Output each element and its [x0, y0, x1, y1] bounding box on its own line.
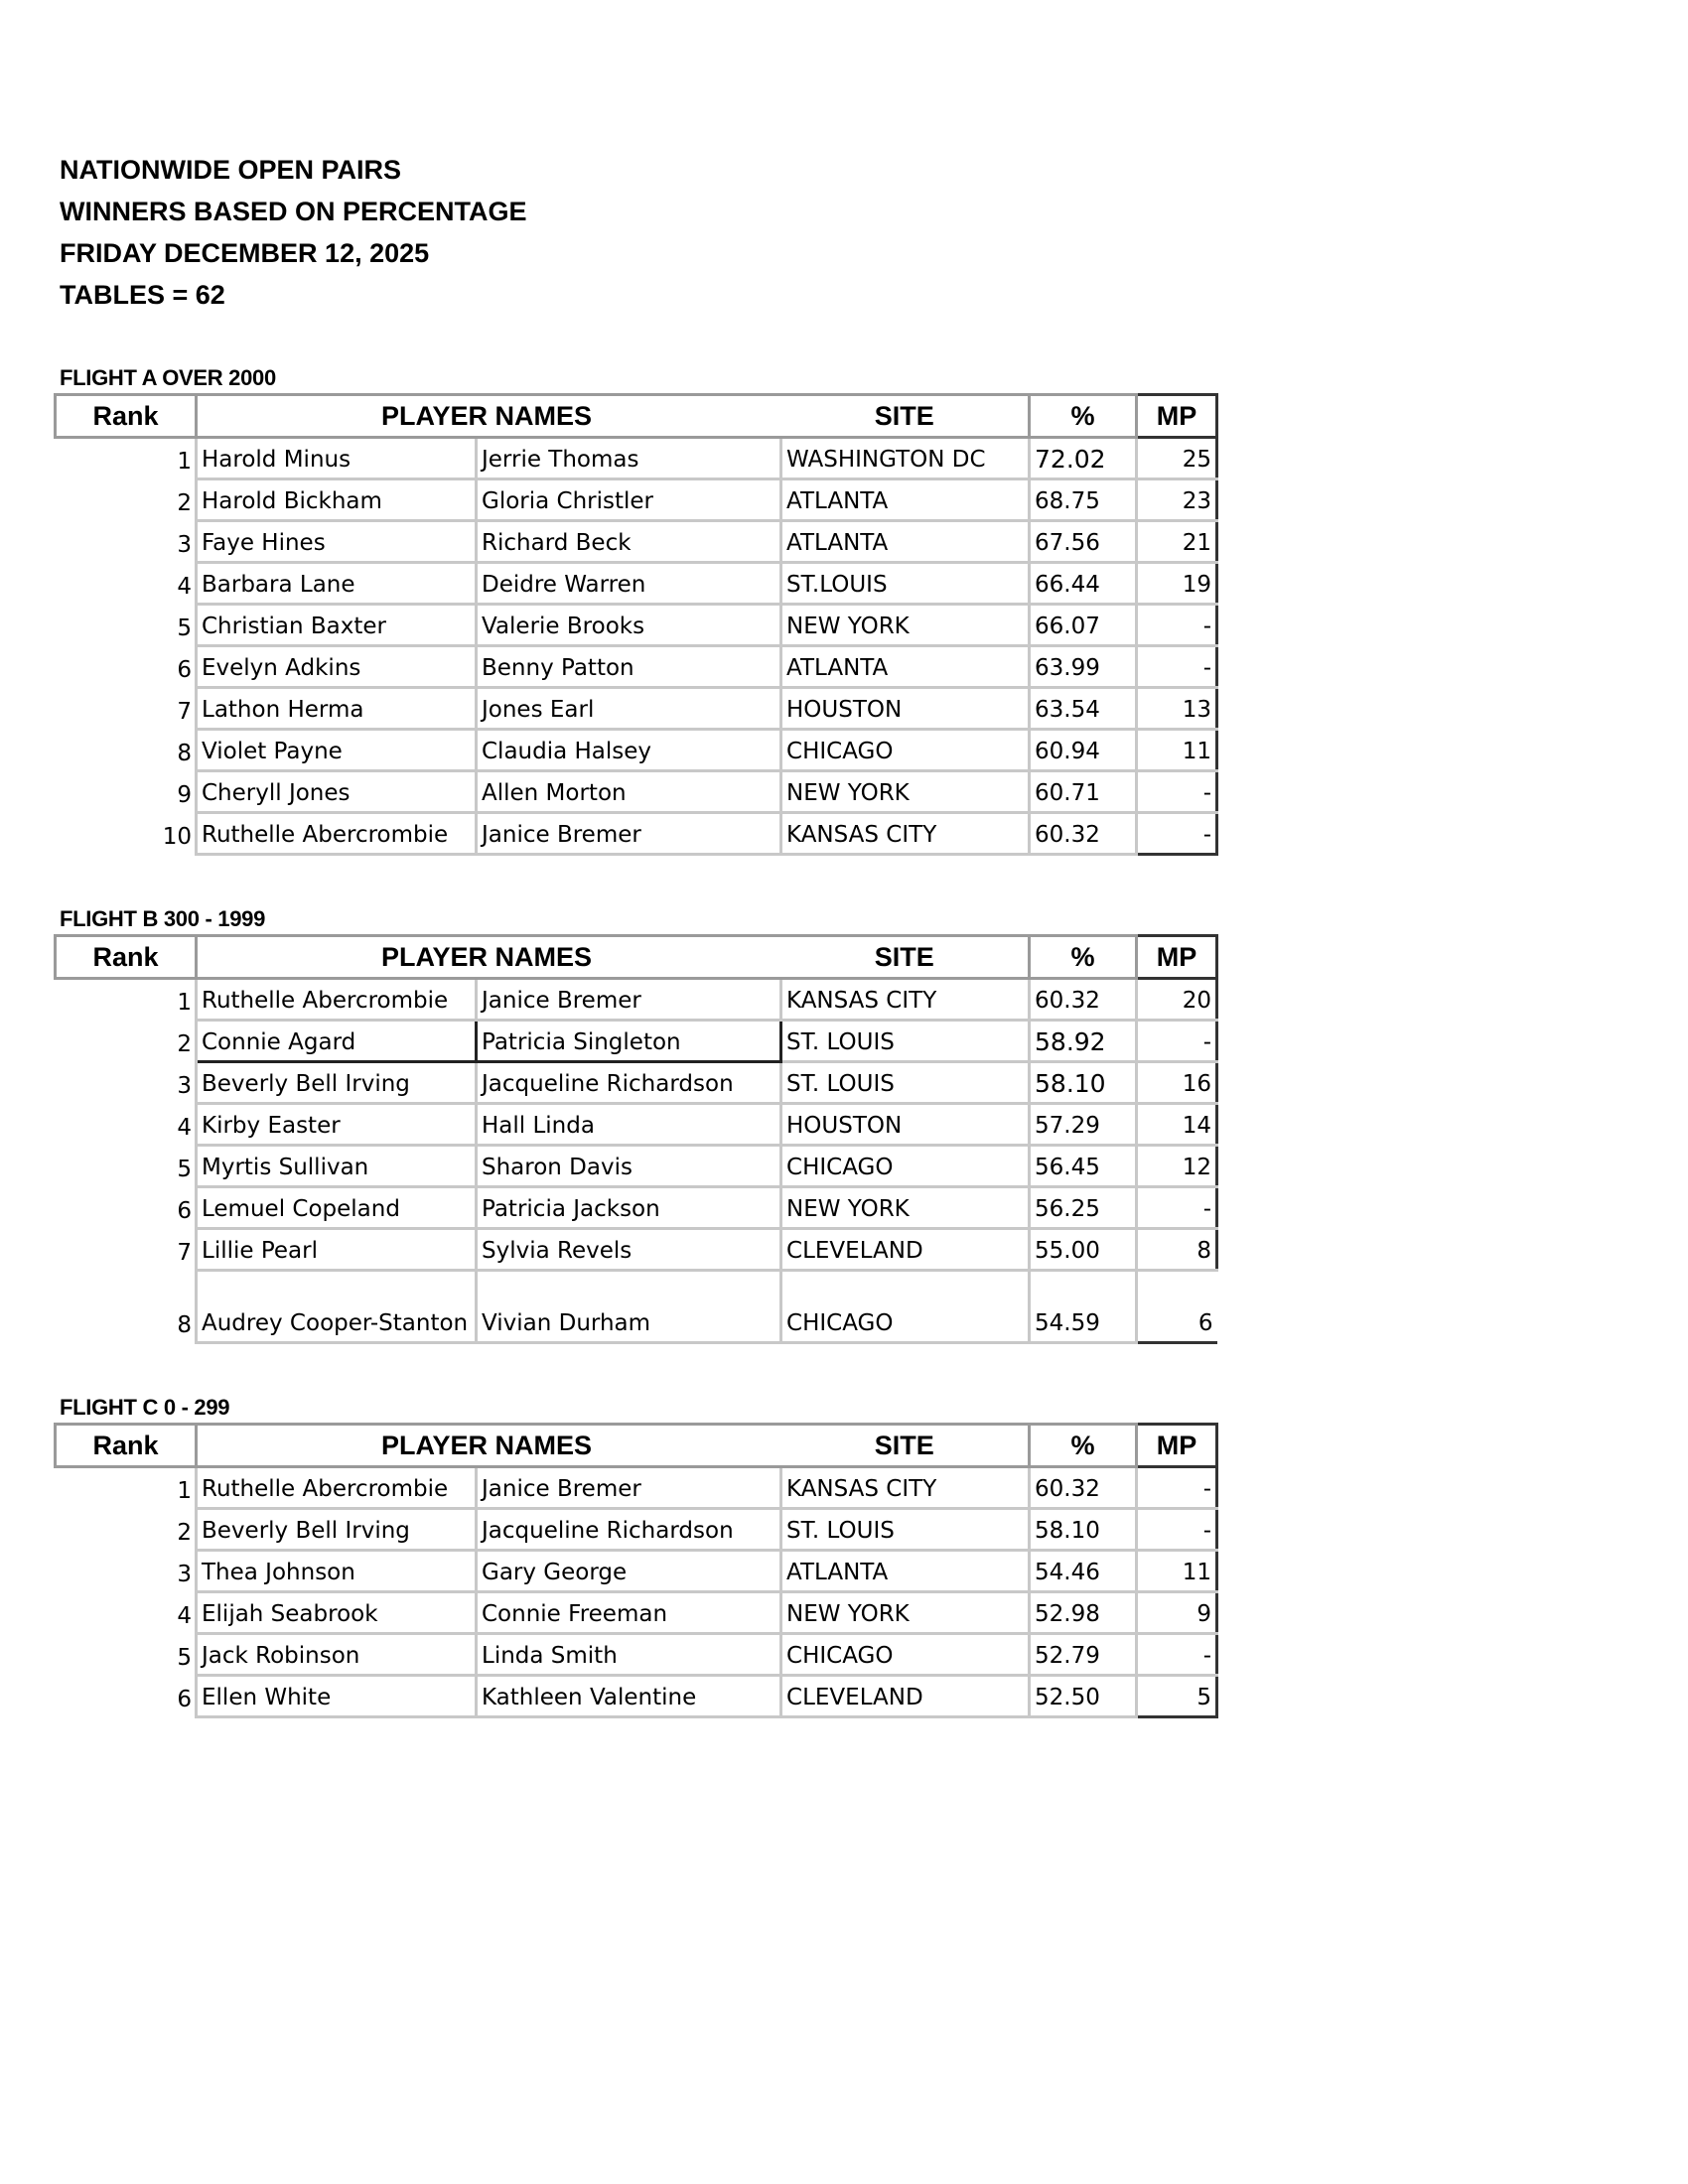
table-row	[56, 979, 1217, 1021]
mp-cell: -	[1137, 1634, 1217, 1676]
flight-a-section	[54, 363, 1218, 856]
table-header-row	[56, 395, 1217, 438]
mp-cell: 5	[1137, 1676, 1217, 1717]
player1-cell: Ellen White	[197, 1676, 477, 1717]
table-header-row	[56, 936, 1217, 979]
rank-cell: 3	[56, 1062, 197, 1104]
site-cell: HOUSTON	[781, 1104, 1030, 1146]
percent-cell: 58.92	[1030, 1021, 1137, 1062]
flight-b-table	[54, 934, 1218, 1344]
rank-cell: 2	[56, 1021, 197, 1062]
player1-cell: Lemuel Copeland	[197, 1187, 477, 1229]
column-header-percent: %	[1030, 1425, 1137, 1467]
percent-cell: 52.79	[1030, 1634, 1137, 1676]
player1-cell: Christian Baxter	[197, 605, 477, 646]
site-cell: CHICAGO	[781, 1146, 1030, 1187]
player2-cell: Hall Linda	[477, 1104, 781, 1146]
table-row	[56, 646, 1217, 688]
rank-cell: 1	[56, 1467, 197, 1509]
player2-cell: Patricia Jackson	[477, 1187, 781, 1229]
player1-cell: Beverly Bell Irving	[197, 1062, 477, 1104]
percent-cell: 58.10	[1030, 1509, 1137, 1551]
report-tables: TABLES = 62	[60, 280, 225, 310]
site-cell: HOUSTON	[781, 688, 1030, 730]
column-header-player-names: PLAYER NAMES	[197, 1425, 781, 1467]
player2-cell: Jones Earl	[477, 688, 781, 730]
site-cell: NEW YORK	[781, 605, 1030, 646]
table-row	[56, 1146, 1217, 1187]
site-cell: CHICAGO	[781, 730, 1030, 771]
player1-cell: Harold Bickham	[197, 479, 477, 521]
site-cell: ATLANTA	[781, 646, 1030, 688]
player1-cell: Audrey Cooper-Stanton	[197, 1271, 477, 1343]
rank-cell: 4	[56, 1104, 197, 1146]
percent-cell: 60.32	[1030, 1467, 1137, 1509]
report-header	[60, 149, 527, 316]
rank-cell: 8	[56, 730, 197, 771]
rank-cell: 8	[56, 1271, 197, 1343]
mp-cell: -	[1137, 813, 1217, 855]
rank-cell: 10	[56, 813, 197, 855]
column-header-player-names: PLAYER NAMES	[197, 936, 781, 979]
report-subtitle: WINNERS BASED ON PERCENTAGE	[60, 197, 527, 226]
player1-cell: Violet Payne	[197, 730, 477, 771]
table-row	[56, 1229, 1217, 1271]
player1-cell: Evelyn Adkins	[197, 646, 477, 688]
rank-cell: 7	[56, 688, 197, 730]
percent-cell: 54.59	[1030, 1271, 1137, 1343]
mp-cell: 19	[1137, 563, 1217, 605]
mp-cell: 13	[1137, 688, 1217, 730]
player1-cell: Cheryll Jones	[197, 771, 477, 813]
player2-cell: Connie Freeman	[477, 1592, 781, 1634]
mp-cell: 11	[1137, 730, 1217, 771]
mp-cell: 8	[1137, 1229, 1217, 1271]
player2-cell: Gloria Christler	[477, 479, 781, 521]
player1-cell: Ruthelle Abercrombie	[197, 979, 477, 1021]
percent-cell: 56.25	[1030, 1187, 1137, 1229]
rank-cell: 4	[56, 563, 197, 605]
table-row	[56, 1551, 1217, 1592]
mp-cell: -	[1137, 1021, 1217, 1062]
player2-cell: Allen Morton	[477, 771, 781, 813]
table-row	[56, 1271, 1217, 1343]
player1-cell: Thea Johnson	[197, 1551, 477, 1592]
player1-cell: Connie Agard	[197, 1021, 477, 1062]
percent-cell: 58.10	[1030, 1062, 1137, 1104]
player1-cell: Beverly Bell Irving	[197, 1509, 477, 1551]
column-header-percent: %	[1030, 395, 1137, 438]
player2-cell: Patricia Singleton	[477, 1021, 781, 1062]
percent-cell: 63.99	[1030, 646, 1137, 688]
site-cell: KANSAS CITY	[781, 813, 1030, 855]
percent-cell: 66.07	[1030, 605, 1137, 646]
site-cell: ST. LOUIS	[781, 1062, 1030, 1104]
table-row	[56, 438, 1217, 479]
percent-cell: 67.56	[1030, 521, 1137, 563]
rank-cell: 6	[56, 646, 197, 688]
player2-cell: Kathleen Valentine	[477, 1676, 781, 1717]
player2-cell: Sharon Davis	[477, 1146, 781, 1187]
site-cell: NEW YORK	[781, 771, 1030, 813]
mp-cell: -	[1137, 1187, 1217, 1229]
flight-c-title: FLIGHT C 0 - 299	[60, 1395, 230, 1420]
site-cell: CHICAGO	[781, 1271, 1030, 1343]
player1-cell: Kirby Easter	[197, 1104, 477, 1146]
table-row	[56, 563, 1217, 605]
site-cell: ATLANTA	[781, 479, 1030, 521]
player2-cell: Claudia Halsey	[477, 730, 781, 771]
mp-cell: -	[1137, 605, 1217, 646]
player2-cell: Benny Patton	[477, 646, 781, 688]
mp-cell: 11	[1137, 1551, 1217, 1592]
table-row	[56, 1104, 1217, 1146]
rank-cell: 6	[56, 1676, 197, 1717]
mp-cell: 21	[1137, 521, 1217, 563]
rank-cell: 5	[56, 1146, 197, 1187]
player2-cell: Deidre Warren	[477, 563, 781, 605]
rank-cell: 3	[56, 1551, 197, 1592]
player2-cell: Richard Beck	[477, 521, 781, 563]
table-row	[56, 479, 1217, 521]
percent-cell: 60.71	[1030, 771, 1137, 813]
percent-cell: 54.46	[1030, 1551, 1137, 1592]
mp-cell: 25	[1137, 438, 1217, 479]
percent-cell: 56.45	[1030, 1146, 1137, 1187]
column-header-mp: MP	[1137, 395, 1217, 438]
flight-b-title: FLIGHT B 300 - 1999	[60, 906, 266, 931]
percent-cell: 68.75	[1030, 479, 1137, 521]
table-row	[56, 1509, 1217, 1551]
rank-cell: 1	[56, 979, 197, 1021]
table-row	[56, 688, 1217, 730]
percent-cell: 52.98	[1030, 1592, 1137, 1634]
player2-cell: Gary George	[477, 1551, 781, 1592]
rank-cell: 7	[56, 1229, 197, 1271]
table-row	[56, 1062, 1217, 1104]
percent-cell: 72.02	[1030, 438, 1137, 479]
player1-cell: Lillie Pearl	[197, 1229, 477, 1271]
player2-cell: Vivian Durham	[477, 1271, 781, 1343]
mp-cell: -	[1137, 1509, 1217, 1551]
table-row	[56, 1634, 1217, 1676]
percent-cell: 63.54	[1030, 688, 1137, 730]
player1-cell: Jack Robinson	[197, 1634, 477, 1676]
percent-cell: 60.32	[1030, 813, 1137, 855]
rank-cell: 1	[56, 438, 197, 479]
percent-cell: 55.00	[1030, 1229, 1137, 1271]
player2-cell: Janice Bremer	[477, 1467, 781, 1509]
mp-cell: 12	[1137, 1146, 1217, 1187]
player1-cell: Elijah Seabrook	[197, 1592, 477, 1634]
table-row	[56, 730, 1217, 771]
table-row	[56, 1187, 1217, 1229]
percent-cell: 52.50	[1030, 1676, 1137, 1717]
mp-cell: -	[1137, 646, 1217, 688]
flight-a-title: FLIGHT A OVER 2000	[60, 365, 276, 390]
mp-cell: 6	[1137, 1271, 1217, 1343]
rank-cell: 3	[56, 521, 197, 563]
percent-cell: 60.32	[1030, 979, 1137, 1021]
player1-cell: Barbara Lane	[197, 563, 477, 605]
column-header-site: SITE	[781, 936, 1030, 979]
mp-cell: -	[1137, 1467, 1217, 1509]
site-cell: ST.LOUIS	[781, 563, 1030, 605]
player2-cell: Jerrie Thomas	[477, 438, 781, 479]
site-cell: CHICAGO	[781, 1634, 1030, 1676]
report-date: FRIDAY DECEMBER 12, 2025	[60, 238, 430, 268]
player2-cell: Jacqueline Richardson	[477, 1062, 781, 1104]
flight-c-table	[54, 1423, 1218, 1718]
percent-cell: 60.94	[1030, 730, 1137, 771]
site-cell: KANSAS CITY	[781, 1467, 1030, 1509]
player2-cell: Janice Bremer	[477, 813, 781, 855]
mp-cell: 23	[1137, 479, 1217, 521]
site-cell: WASHINGTON DC	[781, 438, 1030, 479]
player1-cell: Faye Hines	[197, 521, 477, 563]
player2-cell: Valerie Brooks	[477, 605, 781, 646]
player1-cell: Lathon Herma	[197, 688, 477, 730]
percent-cell: 66.44	[1030, 563, 1137, 605]
rank-cell: 9	[56, 771, 197, 813]
column-header-percent: %	[1030, 936, 1137, 979]
column-header-player-names: PLAYER NAMES	[197, 395, 781, 438]
site-cell: ATLANTA	[781, 1551, 1030, 1592]
column-header-mp: MP	[1137, 936, 1217, 979]
table-row	[56, 1676, 1217, 1717]
table-row	[56, 1021, 1217, 1062]
table-row	[56, 771, 1217, 813]
rank-cell: 5	[56, 1634, 197, 1676]
column-header-site: SITE	[781, 1425, 1030, 1467]
site-cell: ATLANTA	[781, 521, 1030, 563]
site-cell: CLEVELAND	[781, 1229, 1030, 1271]
table-row	[56, 605, 1217, 646]
rank-cell: 2	[56, 1509, 197, 1551]
flight-a-table	[54, 393, 1218, 856]
rank-cell: 6	[56, 1187, 197, 1229]
column-header-rank: Rank	[56, 395, 197, 438]
rank-cell: 5	[56, 605, 197, 646]
flight-c-section	[54, 1393, 1218, 1718]
table-row	[56, 1467, 1217, 1509]
mp-cell: 20	[1137, 979, 1217, 1021]
site-cell: NEW YORK	[781, 1187, 1030, 1229]
player2-cell: Linda Smith	[477, 1634, 781, 1676]
mp-cell: 16	[1137, 1062, 1217, 1104]
table-header-row	[56, 1425, 1217, 1467]
mp-cell: 14	[1137, 1104, 1217, 1146]
site-cell: NEW YORK	[781, 1592, 1030, 1634]
percent-cell: 57.29	[1030, 1104, 1137, 1146]
site-cell: ST. LOUIS	[781, 1509, 1030, 1551]
mp-cell: 9	[1137, 1592, 1217, 1634]
flight-b-section	[54, 904, 1218, 1344]
site-cell: ST. LOUIS	[781, 1021, 1030, 1062]
player1-cell: Harold Minus	[197, 438, 477, 479]
table-row	[56, 813, 1217, 855]
player1-cell: Ruthelle Abercrombie	[197, 1467, 477, 1509]
player2-cell: Sylvia Revels	[477, 1229, 781, 1271]
column-header-mp: MP	[1137, 1425, 1217, 1467]
player2-cell: Janice Bremer	[477, 979, 781, 1021]
column-header-rank: Rank	[56, 1425, 197, 1467]
column-header-site: SITE	[781, 395, 1030, 438]
mp-cell: -	[1137, 771, 1217, 813]
column-header-rank: Rank	[56, 936, 197, 979]
rank-cell: 4	[56, 1592, 197, 1634]
table-row	[56, 1592, 1217, 1634]
table-row	[56, 521, 1217, 563]
player2-cell: Jacqueline Richardson	[477, 1509, 781, 1551]
player1-cell: Ruthelle Abercrombie	[197, 813, 477, 855]
site-cell: CLEVELAND	[781, 1676, 1030, 1717]
player1-cell: Myrtis Sullivan	[197, 1146, 477, 1187]
report-title: NATIONWIDE OPEN PAIRS	[60, 155, 402, 185]
site-cell: KANSAS CITY	[781, 979, 1030, 1021]
rank-cell: 2	[56, 479, 197, 521]
